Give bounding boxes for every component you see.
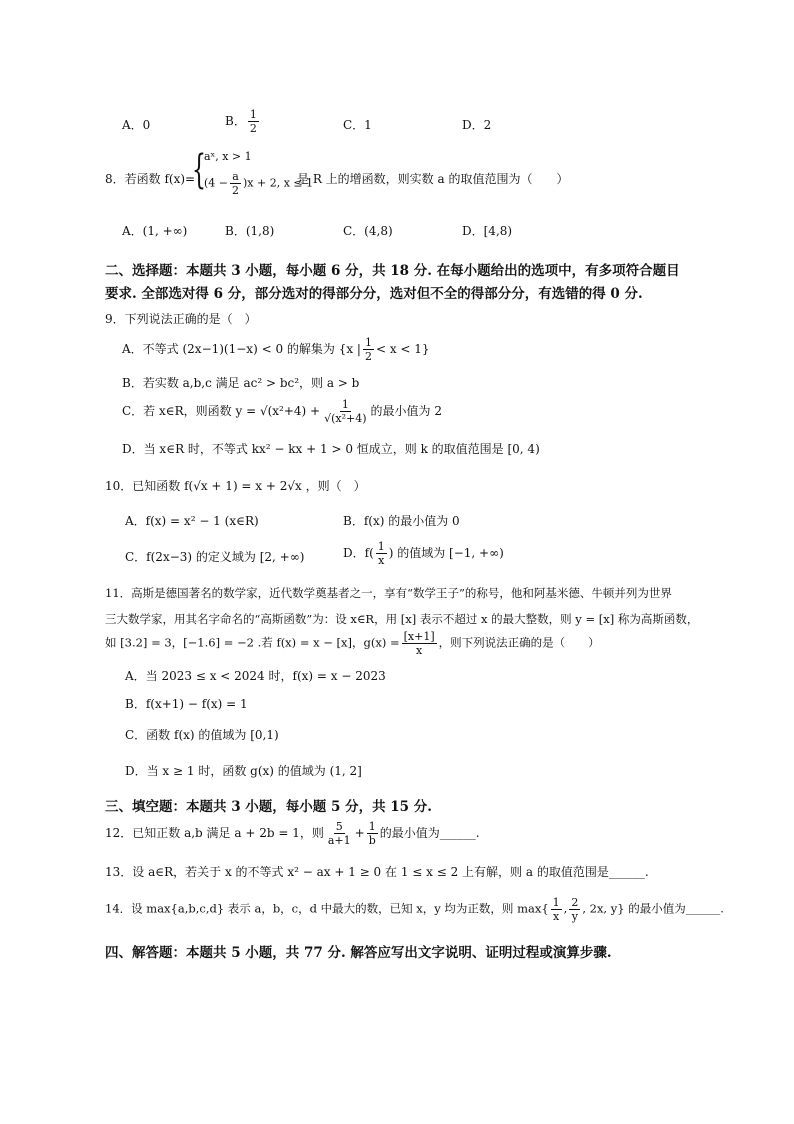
q9-c-num: 1 [341,398,349,411]
q9-option-a [122,336,430,363]
q9-option-d: D．当 x∈R 时，不等式 kx² − kx + 1 > 0 恒成立，则 k 的取值范围是 [0, 4) [122,442,540,456]
q12-f2-den: b [368,834,376,847]
section-2-title-line-1: 二、选择题：本题共 3 小题，每小题 6 分，共 18 分. 在每小题给出的选项中，有多项符合题目 [105,263,680,279]
q12-f2-num: 1 [368,820,376,833]
q8-case-2-post: )x + 2, x ≤ 1 [243,176,314,190]
q11-line-3-post: ，则下列说法正确的是（ ） [438,635,600,650]
q12-plus: + [354,826,365,840]
q11-option-c: C．函数 f(x) 的值域为 [0,1) [125,728,279,742]
q7-option-b-label: B． [225,114,246,128]
q8-fx: f(x)= [164,172,196,186]
q8-case-1: aˣ, x > 1 [204,150,252,163]
q14-pre: 14．设 max{a,b,c,d} 表示 a，b，c，d 中最大的数，已知 x，y 均为正数，则 max{ [105,901,549,916]
q14-comma: , [563,901,568,916]
q7-b-numerator: 1 [249,108,257,121]
q11-line-1: 11．高斯是德国著名的数学家，近代数学奠基者之一，享有“数学王子”的称号，他和阿基米德、牛顿并列为世界 [105,586,672,600]
q9-a-fraction [363,336,374,363]
q8-suffix: 是 R 上的增函数，则实数 a 的取值范围为（ ） [297,172,569,186]
q7-option-c: C．1 [343,118,372,132]
q11-line-3 [105,630,600,657]
q12-f1-den: a+1 [327,834,351,847]
q11-option-b: B．f(x+1) − f(x) = 1 [125,697,248,711]
q10-option-b: B．f(x) 的最小值为 0 [343,514,460,528]
q7-option-d: D．2 [462,118,492,132]
q7-option-b [225,108,261,135]
q14 [105,896,724,923]
q8-prefix-text: 8．若函数 [105,172,161,186]
q11-g-num: [x+1] [403,630,435,643]
q14-f2-num: 2 [571,896,579,909]
q10-d-num: 1 [377,540,385,553]
q14-post: , 2x, y} 的最小值为______. [582,901,724,916]
q9-c-post: 的最小值为 2 [370,404,442,418]
q13: 13．设 a∈R，若关于 x 的不等式 x² − ax + 1 ≥ 0 在 1 ≤ x ≤ 2 上有解，则 a 的取值范围是______. [105,865,649,879]
q9-option-c [122,398,442,425]
section-4-title: 四、解答题：本题共 5 小题，共 77 分. 解答应写出文字说明、证明过程或演算步骤. [105,945,612,961]
q11-line-3-pre: 如 [3.2] = 3，[−1.6] = −2 .若 f(x) = x − [x]，g(x) = [105,635,400,650]
section-2-title-line-2: 要求. 全部选对得 6 分，部分选对的得部分分，选对但不全的得部分分，有选错的得 0 分. [105,286,643,302]
q8-prefix [105,170,195,187]
q8-case-2-fraction [230,170,241,197]
q11-line-2: 三大数学家，用其名字命名的“高斯函数”为：设 x∈R，用 [x] 表示不超过 x 的最大整数，则 y = [x] 称为高斯函数， [105,612,699,626]
q10-option-a: A．f(x) = x² − 1 (x∈R) [125,514,259,528]
q9-c-fraction [322,398,368,425]
q7-option-a: A．0 [122,118,151,132]
q11-g-den: x [416,644,423,657]
q9-a-den: 2 [364,350,372,363]
q11-option-a: A．当 2023 ≤ x < 2024 时，f(x) = x − 2023 [125,669,386,683]
q12-pre: 12．已知正数 a,b 满足 a + 2b = 1，则 [105,826,324,840]
q10-option-d [343,540,504,567]
q12-f1-num: 5 [335,820,343,833]
q8-case-2-pre: (4 − [204,176,229,190]
q10-option-c: C．f(2x−3) 的定义域为 [2, +∞) [125,550,305,564]
q9-option-b: B．若实数 a,b,c 满足 ac² > bc²，则 a > b [122,376,360,390]
q9-c-pre: C．若 x∈R，则函数 y = √(x²+4) + [122,404,321,418]
q14-f1-num: 1 [552,896,560,909]
q8-brace: { [192,147,206,193]
q10-d-fraction [376,540,387,567]
q12-fraction-1 [326,820,353,847]
q14-fraction-2 [569,896,580,923]
q14-f2-den: y [571,910,578,923]
q12-fraction-2 [367,820,378,847]
q8-option-b: B．(1,8) [225,224,275,238]
q8-option-c: C．(4,8) [343,224,393,238]
q9-a-num: 1 [364,336,372,349]
q12 [105,820,480,847]
q9-a-pre: A．不等式 (2x−1)(1−x) < 0 的解集为 {x | [122,342,361,356]
q7-option-b-fraction [248,108,259,135]
section-3-title: 三、填空题：本题共 3 小题，每小题 5 分，共 15 分. [105,799,432,815]
q10-d-pre: D．f( [343,546,374,560]
q10-d-post: ) 的值域为 [−1, +∞) [388,546,504,560]
q7-b-denominator: 2 [249,122,257,135]
q10-stem: 10．已知函数 f(√x + 1) = x + 2√x ，则（ ） [105,479,366,493]
q8-option-a: A．(1, +∞) [122,224,188,238]
q14-f1-den: x [553,910,560,923]
q9-stem: 9．下列说法正确的是（ ） [105,312,257,326]
q10-d-den: x [378,554,385,567]
q11-g-fraction [402,630,437,657]
q8-case-2-num: a [232,170,239,183]
q11-option-d: D．当 x ≥ 1 时，函数 g(x) 的值域为 (1, 2] [125,764,362,778]
q12-post: 的最小值为______. [379,826,480,840]
q8-option-d: D．[4,8) [462,224,513,238]
q9-a-post: < x < 1} [375,342,430,356]
q8-case-2-den: 2 [232,184,240,197]
q14-fraction-1 [551,896,562,923]
q9-c-den: √(x²+4) [324,412,367,425]
